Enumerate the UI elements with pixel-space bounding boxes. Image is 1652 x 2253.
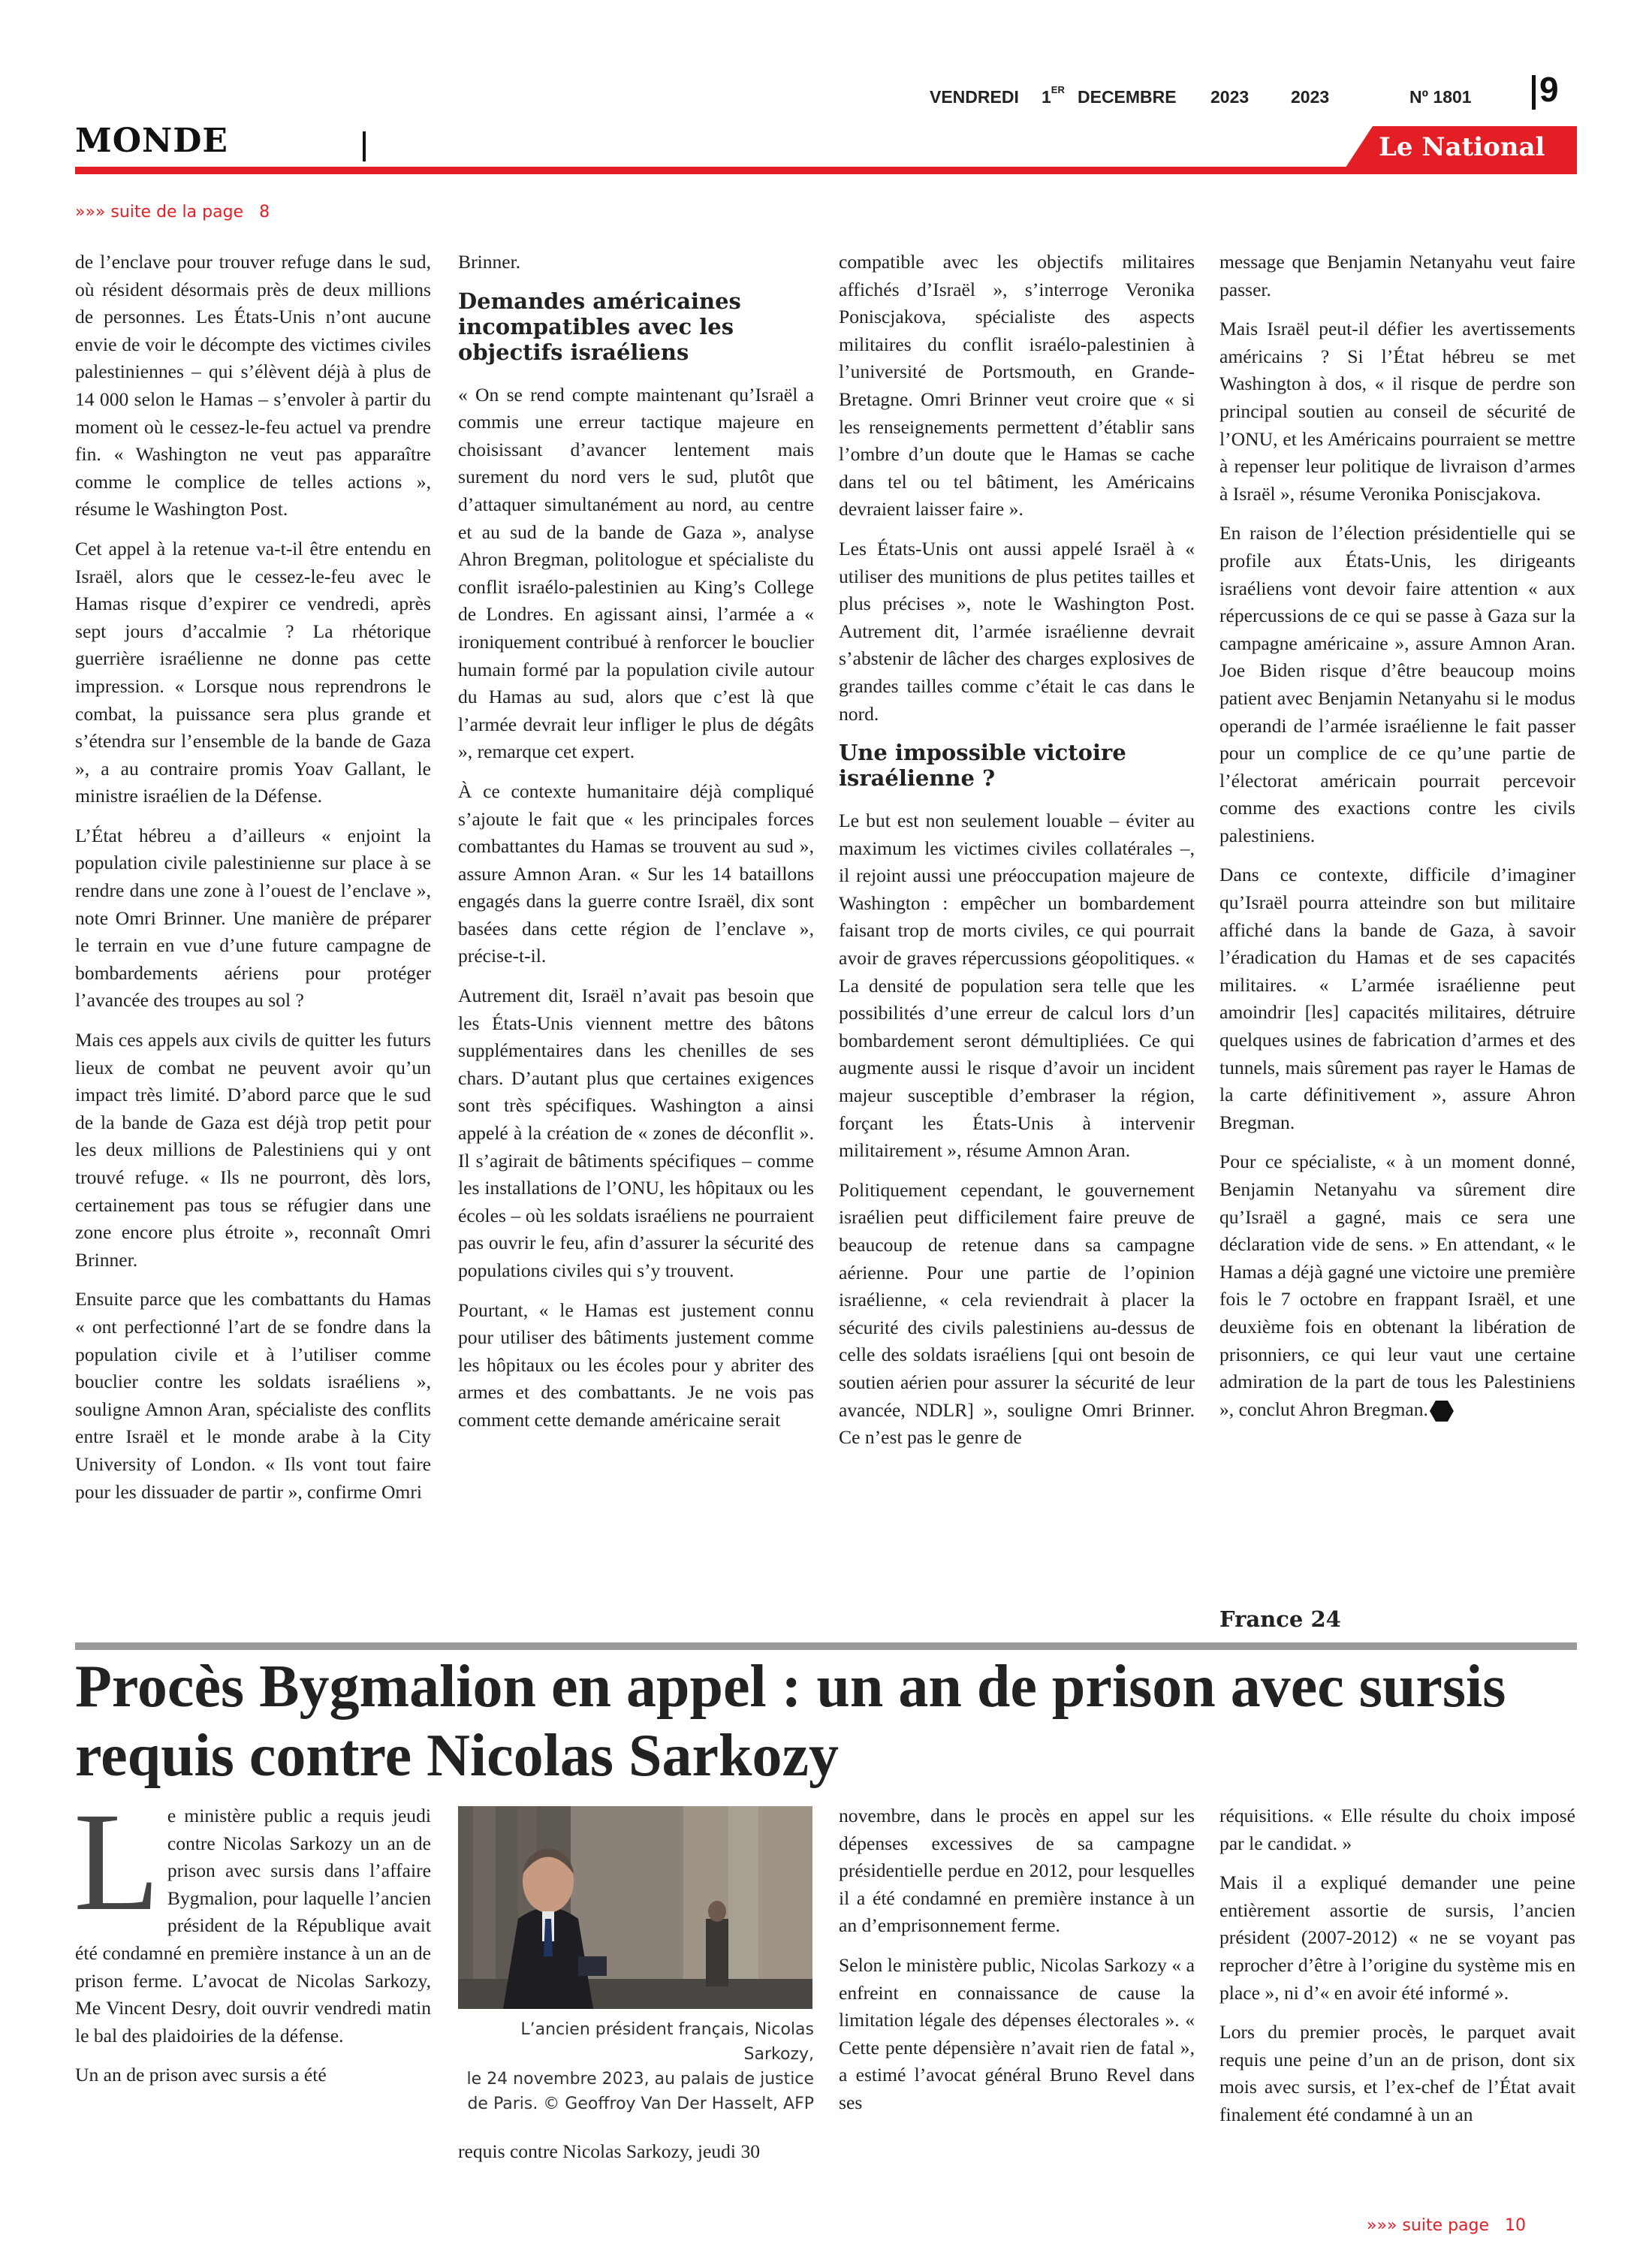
paragraph: Cet appel à la retenue va-t-il être entendu en Israël, alors que le cessez-le-feu avec le Hamas risque d’expirer ce vendredi, après sept jours d’accalmie ? La rhétorique guerrière israélienne ne donne pas cette impression. « Lorsque nous reprendrons le combat, la puissance sera plus grande et s’étendra sur l’ensemble de la bande de Gaza », a au contraire promis Yoav Gallant, le ministre israélien de la Défense. xyxy=(75,537,431,807)
date-day: 1ER xyxy=(1042,84,1065,107)
paragraph: Mais ces appels aux civils de quitter les futurs lieux de combat ne peuvent avoir qu’un impact très limité. D’abord parce que le sud de la bande de Gaza est déjà trop petit pour les deux millions de Palestiniens qui y ont trouvé refuge. « Ils ne pourront, dès lors, certainement pas tous se réfugier dans une zone encore plus étroite », reconnaît Omri Brinner. xyxy=(75,1029,431,1271)
paragraph: En raison de l’élection présidentielle qui se profile aux États-Unis, les dirigeants israéliens vont devoir faire attention « aux répercussions de ce qui se passe à Gaza sur la campagne américaine », assure Amnon Aran. Joe Biden risque d’être beaucoup moins patient avec Benjamin Netanyahu si le modus operandi de l’armée israélienne le fait passer pour un complice de ce qu’une partie de l’électorat américain pourrait percevoir comme des exactions contre les civils palestiniens. xyxy=(1219,522,1575,846)
article1-column-2 xyxy=(458,249,814,1446)
date-month: DECEMBRE xyxy=(1078,87,1177,107)
article2-column-3 xyxy=(839,1802,1195,2129)
article-source: France 24 xyxy=(1219,1606,1341,1632)
article2-headline: Procès Bygmalion en appel : un an de prison avec sursis requis contre Nicolas Sarkozy xyxy=(75,1654,1506,1789)
photo-caption: L’ancien président français, Nicolas Sarkozy, le 24 novembre 2023, au palais de justice de Paris. © Geoffroy Van Der Hasselt, AFP xyxy=(466,2020,814,2113)
paragraph: compatible avec les objectifs militaires affichés d’Israël », s’interroge Veronika Poniscjakova, spécialiste des aspects militaires du conflit israélo-palestinien à l’université de Portsmouth, en Grande-Bretagne. Omri Brinner veut croire que « si les renseignements permettent d’établir sans l’ombre d’un doute que le Hamas se cache dans tel ou tel bâtiment, les Américains devraient laisser faire ». xyxy=(839,251,1195,520)
page-number: 9 xyxy=(1539,70,1559,109)
issue-number: Nº 1801 xyxy=(1409,87,1472,107)
paragraph: Mais Israël peut-il défier les avertissements américains ? Si l’État hébreu se met Washington à dos, « il risque de perdre son principal soutien au conseil de sécurité de l’ONU, et les Américains pourraient se mettre à repenser leur politique de livraison d’armes à Israël », résume Veronika Poniscjakova. xyxy=(1219,318,1575,505)
paragraph: Les États-Unis ont aussi appelé Israël à « utiliser des munitions de plus petites tailles et plus précises », note le Washington Post. Autrement dit, l’armée israélienne devrait s’abstenir de lâcher des charges explosives de grandes tailles comme c’était le cas dans le nord. xyxy=(839,537,1195,725)
subheading: Une impossible victoire israélienne ? xyxy=(839,740,1126,792)
continued-to: »»» suite page 10 xyxy=(1367,2216,1526,2235)
paragraph: L’État hébreu a d’ailleurs « enjoint la population civile palestinienne sur place à se rendre dans une zone à l’ouest de l’enclave », note Omri Brinner. Une manière de préparer le terrain en vue d’une future campagne de bombardements aériens pour protéger l’avancée des troupes au sol ? xyxy=(75,824,431,1012)
paragraph: Le but est non seulement louable – éviter au maximum les victimes civiles collatérales –, il rejoint aussi une préoccupation majeure de Washington : empêcher un bombardement faisant trop de morts civiles, ce qui pourrait avoir de graves répercussions géopolitiques. « La densité de population sera telle que les possibilités d’une erreur de calcul lors d’un bombardement seront démultipliées. Ce qui augmente aussi le risque d’avoir un incident majeur susceptible d’embraser la région, forçant les États-Unis à intervenir militairement », résume Amnon Aran. xyxy=(839,810,1195,1162)
paragraph: Lors du premier procès, le parquet avait requis une peine d’un an de prison, dont six mois avec sursis, et l’ex-chef de l’État avait finalement été condamné à un an xyxy=(1219,2021,1575,2125)
photo-illustration xyxy=(458,1806,812,2009)
section-title: MONDE xyxy=(75,122,228,160)
brand-logo: Le National xyxy=(1379,132,1545,162)
end-mark-icon xyxy=(1430,1401,1454,1422)
drop-cap: L xyxy=(74,1783,160,1940)
paragraph: « On se rend compte maintenant qu’Israël a commis une erreur tactique majeure en choisissant d’avancer lentement mais surement du nord vers le sud, plutôt que d’attaquer simultanément au nord, au centre et au sud de la bande de Gaza », analyse Ahron Bregman, politologue et spécialiste du conflit israélo-palestinien au King’s College de Londres. En agissant ainsi, l’armée a « ironiquement contribué à renforcer le bouclier humain formé par la population civile autour du Hamas au sud, alors que c’est là que l’armée devrait leur infliger le plus de dégâts », remarque cet expert. xyxy=(458,383,814,763)
paragraph: Politiquement cependant, le gouvernement israélien peut difficilement faire preuve de beaucoup de retenue dans sa campagne aérienne. Pour une partie de l’opinion israélienne, « cela reviendrait à placer la sécurité des civils palestiniens au-dessus de celle des soldats israéliens [qui ont besoin de soutien aérien pour assurer la sécurité de leur avancée, NDLR] », souligne Omri Brinner. Ce n’est pas le genre de xyxy=(839,1178,1195,1449)
paragraph: Ensuite parce que les combattants du Hamas « ont perfectionné l’art de se fondre dans la population civile et à l’utiliser comme bouclier contre les soldats israéliens », souligne Amnon Aran, spécialiste des conflits entre Israël et le monde arabe à la City University of London. « Ils vont tout faire pour les dissuader de partir », confirme Omri xyxy=(75,1288,431,1503)
section-divider xyxy=(363,131,366,161)
article2-column-4 xyxy=(1219,1802,1575,2141)
article-divider xyxy=(75,1642,1577,1650)
paragraph: Dans ce contexte, difficile d’imaginer qu’Israël pourra atteindre son but militaire affiché dans la bande de Gaza, à savoir l’éradication du Hamas et de ses capacités militaires. « L’armée israélienne peut amoindrir [les] capacités militaires, détruire quelques usines de fabrication d’armes et des tunnels, mais sûrement pas rayer le Hamas de la carte définitivement », assure Ahron Bregman. xyxy=(1219,864,1575,1133)
date-year-repeat: 2023 xyxy=(1291,87,1330,107)
sarkozy-photo xyxy=(458,1806,812,2009)
paragraph: message que Benjamin Netanyahu veut faire passer. xyxy=(1219,251,1575,300)
paragraph: Mais il a expliqué demander une peine entièrement assortie de sursis, l’ancien président (2007-2012) « ne se voyant pas reprocher d’être à l’origine du système mis en place », ni d’« en avoir été informé ». xyxy=(1219,1871,1575,2004)
paragraph: requis contre Nicolas Sarkozy, jeudi 30 xyxy=(458,2140,761,2162)
page-number-divider xyxy=(1532,75,1536,110)
paragraph: Pour ce spécialiste, « à un moment donné, Benjamin Netanyahu va sûrement dire qu’Israël a gagné, mais ce sera une déclaration vide de sens. » En attendant, « le Hamas a déjà gagné une victoire une première fois le 7 octobre en frappant Israël, et une deuxième fois en obtenant la libération de prisonniers, ce qui leur vaut une certaine admiration de la part de tous les Palestiniens », conclut Ahron Bregman. xyxy=(1219,1148,1575,1423)
article2-column-2 xyxy=(458,2138,814,2178)
paragraph: Brinner. xyxy=(458,251,521,273)
date-year: 2023 xyxy=(1210,87,1250,107)
paragraph: Un an de prison avec sursis a été xyxy=(75,2064,327,2086)
subheading: Demandes américaines incompatibles avec les objectifs israéliens xyxy=(458,288,741,365)
article1-column-1 xyxy=(75,249,431,1518)
paragraph: Selon le ministère public, Nicolas Sarkozy « a enfreint en connaissance de cause la limitation légale des dépenses électorales ». « Cette pente dépensière n’avait rien de fatal », a estimé l’avocat général Bruno Revel dans ses xyxy=(839,1953,1195,2113)
article1-column-4 xyxy=(1219,249,1575,1435)
paragraph: réquisitions. « Elle résulte du choix imposé par le candidat. » xyxy=(1219,1805,1575,1854)
paragraph: Pourtant, « le Hamas est justement connu pour utiliser des bâtiments justement comme les hôpitaux ou les écoles pour y abriter des armes et des combattants. Je ne vois pas comment cette demande américaine serait xyxy=(458,1298,814,1431)
paragraph: novembre, dans le procès en appel sur les dépenses excessives de sa campagne présidentielle perdue en 2012, pour lesquelles il a été condamné en première instance à un an d’emprisonnement ferme. xyxy=(839,1805,1195,1937)
article2-column-1 xyxy=(74,1783,431,2101)
article1-column-3 xyxy=(839,249,1195,1464)
paragraph: À ce contexte humanitaire déjà compliqué s’ajoute le fait que « les principales forces combattantes du Hamas se trouvent au sud », assure Amnon Aran. « Sur les 14 bataillons engagés dans la guerre contre Israël, dix sont basées dans cette région de l’enclave », précise-t-il. xyxy=(458,780,814,967)
date-weekday: VENDREDI xyxy=(930,87,1019,107)
continued-from: »»» suite de la page 8 xyxy=(75,203,270,222)
paragraph: Autrement dit, Israël n’avait pas besoin que les États-Unis viennent mettre des bâtons supplémentaires dans les chenilles de ses chars. D’autant plus que certaines exigences sont très spécifiques. Washington a ainsi appelé à la création de « zones de déconflit ». Il s’agirait de bâtiments spécifiques – comme les installations de l’ONU, les hôpitaux ou les écoles – où les soldats israéliens ne pourraient pas ouvrir le feu, afin d’assurer la sécurité des populations civiles qui s’y trouvent. xyxy=(458,985,814,1281)
paragraph: de l’enclave pour trouver refuge dans le sud, où résident désormais près de deux millions de personnes. Les États-Unis n’ont aucune envie de voir le décompte des victimes civiles palestiniennes – qui s’élèvent déjà à plus de 14 000 selon le Hamas – s’envoler à partir du moment où le cessez-le-feu actuel va prendre fin. « Washington ne veut pas apparaître comme le complice de telles actions », résume le Washington Post. xyxy=(75,251,431,520)
paragraph: Le ministère public a requis jeudi contre Nicolas Sarkozy un an de prison avec sursis dans l’affaire Bygmalion, pour laquelle l’ancien président de la République avait été condamné en première instance à un an de prison ferme. L’avocat de Nicolas Sarkozy, Me Vincent Desry, doit ouvrir vendredi matin le bal des plaidoiries de la défense. xyxy=(74,1783,431,2046)
